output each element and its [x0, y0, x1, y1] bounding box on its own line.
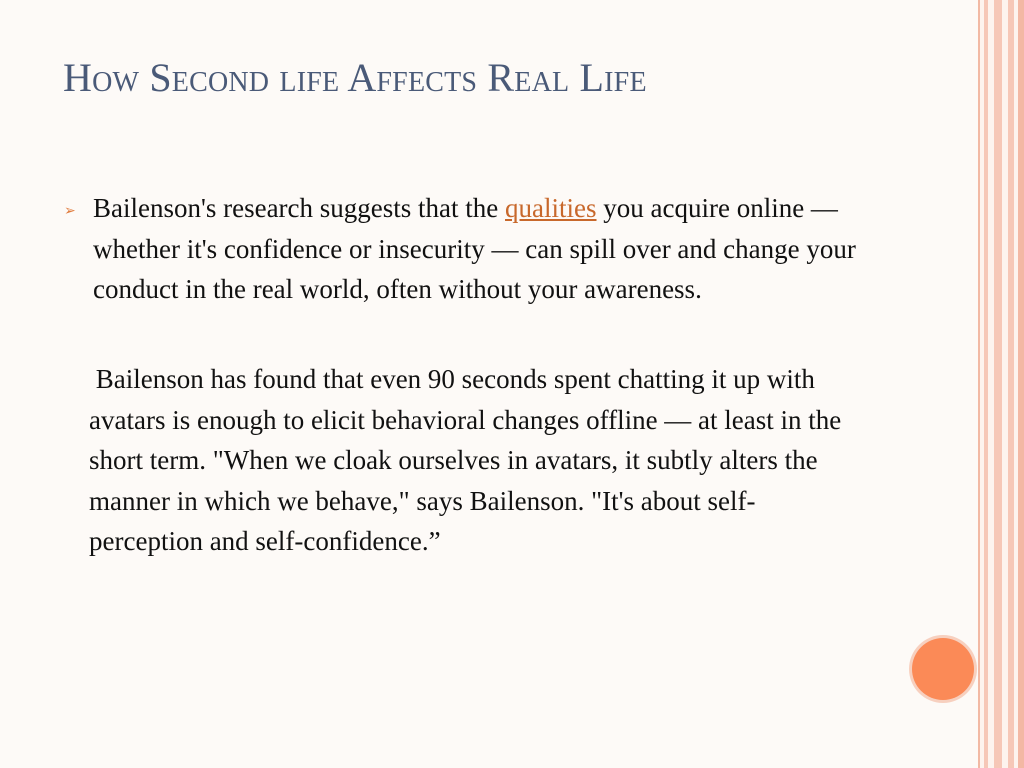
chevron-right-icon: ➢: [64, 203, 76, 219]
slide-title: How Second life Affects Real Life: [63, 55, 647, 100]
decorative-stripe: [994, 0, 1002, 768]
qualities-link[interactable]: qualities: [505, 193, 597, 223]
decorative-circle: [912, 638, 974, 700]
decorative-stripe: [1008, 0, 1014, 768]
bullet-text-after-link: you acquire online — whether it's confidence or insecurity — can spill over and change your conduct in the real world, often without your awareness.: [93, 193, 856, 304]
bullet-text-before-link: Bailenson's research suggests that the: [93, 193, 506, 223]
continuation-paragraph: Bailenson has found that even 90 seconds spent chatting it up with avatars is enough to elicit behavioral changes offline — at least in the short term. "When we cloak ourselves in avatars, it subtly alters the manner in which we behave," says Bailenson. "It's about self-perception and self-confidence.”: [89, 364, 849, 556]
bullet-item: [64, 188, 894, 310]
decorative-stripe: [984, 0, 988, 768]
bullet-list: [64, 188, 894, 310]
decorative-stripe: [1018, 0, 1024, 768]
